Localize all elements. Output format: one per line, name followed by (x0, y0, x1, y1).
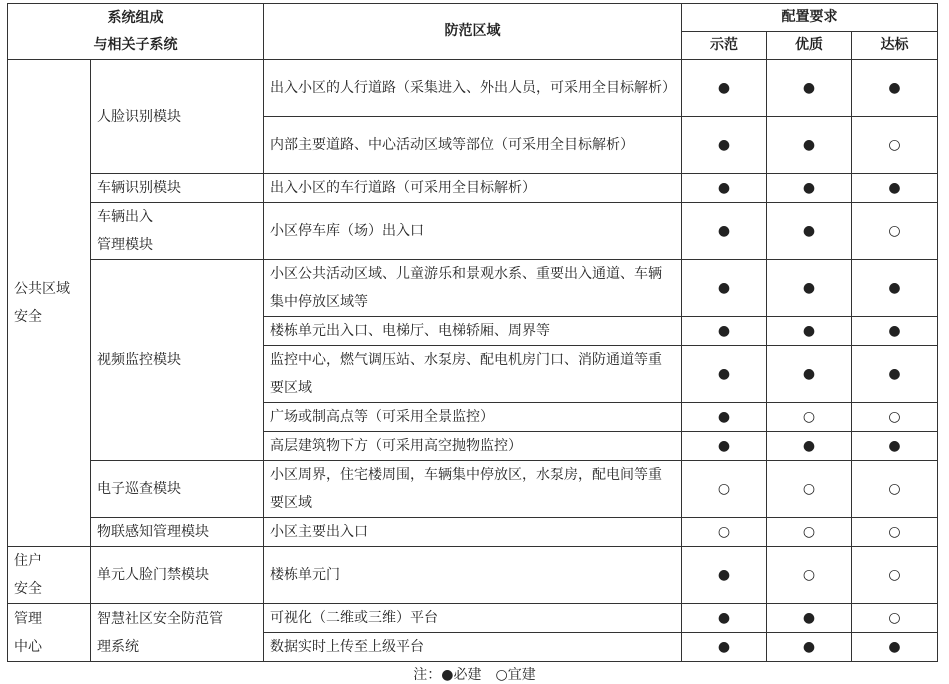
module-vehicle-mgmt (91, 203, 264, 260)
table-row (8, 461, 938, 518)
area-cell: 出入小区的人行道路（采集进入、外出人员，可采用全目标解析） (264, 60, 682, 117)
area-cell: 监控中心，燃气调压站、水泵房、配电机房门口、消防通道等重要区域 (264, 346, 682, 403)
standard-cell: ○ (852, 518, 938, 547)
section-mgmt-line1: 管理 (14, 610, 42, 627)
area-cell: 小区周界，住宅楼周围，车辆集中停放区，水泵房，配电间等重要区域 (264, 461, 682, 518)
section-resident-line1: 住户 (14, 553, 42, 569)
section-public (8, 60, 91, 547)
standard-cell: ● (852, 260, 938, 317)
quality-cell: ○ (767, 461, 852, 518)
table-row (8, 604, 938, 633)
area-cell: 内部主要道路、中心活动区域等部位（可采用全目标解析） (264, 117, 682, 174)
standard-cell: ● (852, 633, 938, 662)
demo-cell: ● (682, 604, 767, 633)
section-resident (8, 547, 91, 604)
demo-cell: ● (682, 403, 767, 432)
table-row (8, 518, 938, 547)
quality-cell: ● (767, 117, 852, 174)
section-public-line1: 公共区域 (14, 281, 70, 297)
demo-cell: ● (682, 174, 767, 203)
standard-cell: ● (852, 317, 938, 346)
header-demo: 示范 (682, 32, 767, 60)
module-door: 单元人脸门禁模块 (91, 547, 264, 604)
standard-cell: ● (852, 60, 938, 117)
section-mgmt-line2: 中心 (14, 638, 42, 655)
demo-cell: ● (682, 317, 767, 346)
header-row-1 (8, 4, 938, 32)
standard-cell: ○ (852, 203, 938, 260)
demo-cell: ● (682, 346, 767, 403)
demo-cell: ● (682, 203, 767, 260)
module-video: 视频监控模块 (91, 260, 264, 461)
quality-cell: ● (767, 203, 852, 260)
standard-cell: ● (852, 174, 938, 203)
demo-cell: ● (682, 432, 767, 461)
header-standard: 达标 (852, 32, 938, 60)
demo-cell: ○ (682, 461, 767, 518)
quality-cell: ● (767, 432, 852, 461)
area-cell: 数据实时上传至上级平台 (264, 633, 682, 662)
module-smart-line2: 理系统 (97, 638, 139, 655)
quality-cell: ● (767, 346, 852, 403)
header-system-line1: 系统组成 (107, 9, 164, 26)
standard-cell: ○ (852, 403, 938, 432)
area-cell: 楼栋单元门 (264, 547, 682, 604)
requirements-table (7, 3, 938, 662)
module-vehicle-id: 车辆识别模块 (91, 174, 264, 203)
demo-cell: ● (682, 260, 767, 317)
area-cell: 小区停车库（场）出入口 (264, 203, 682, 260)
standard-cell: ● (852, 346, 938, 403)
standard-cell: ● (852, 432, 938, 461)
header-system-line2: 与相关子系统 (93, 36, 178, 53)
module-smart-line1: 智慧社区安全防范管 (97, 610, 223, 627)
demo-cell: ○ (682, 518, 767, 547)
module-vehicle-mgmt-line2: 管理模块 (97, 237, 153, 253)
demo-cell: ● (682, 117, 767, 174)
quality-cell: ● (767, 317, 852, 346)
quality-cell: ● (767, 174, 852, 203)
standard-cell: ○ (852, 604, 938, 633)
quality-cell: ○ (767, 547, 852, 604)
table-row (8, 174, 938, 203)
area-cell: 高层建筑物下方（可采用高空抛物监控） (264, 432, 682, 461)
module-iot: 物联感知管理模块 (91, 518, 264, 547)
area-cell: 小区公共活动区域、儿童游乐和景观水系、重要出入通道、车辆集中停放区域等 (264, 260, 682, 317)
quality-cell: ● (767, 604, 852, 633)
quality-cell: ● (767, 633, 852, 662)
quality-cell: ● (767, 60, 852, 117)
table-row (8, 547, 938, 604)
table-row (8, 60, 938, 117)
quality-cell: ● (767, 260, 852, 317)
quality-cell: ○ (767, 518, 852, 547)
header-area: 防范区域 (264, 4, 682, 60)
header-system (8, 4, 264, 60)
quality-cell: ○ (767, 403, 852, 432)
legend-note: 注：●必建 ○宜建 (413, 667, 536, 683)
section-resident-line2: 安全 (14, 581, 42, 597)
standard-cell: ○ (852, 547, 938, 604)
demo-cell: ● (682, 633, 767, 662)
area-cell: 小区主要出入口 (264, 518, 682, 547)
standard-cell: ○ (852, 117, 938, 174)
module-patrol: 电子巡查模块 (91, 461, 264, 518)
demo-cell: ● (682, 60, 767, 117)
section-mgmt (8, 604, 91, 662)
module-smart (91, 604, 264, 662)
area-cell: 广场或制高点等（可采用全景监控） (264, 403, 682, 432)
table-row (8, 203, 938, 260)
module-vehicle-mgmt-line1: 车辆出入 (97, 209, 153, 225)
area-cell: 出入小区的车行道路（可采用全目标解析） (264, 174, 682, 203)
module-face: 人脸识别模块 (91, 60, 264, 174)
table-row (8, 260, 938, 317)
section-public-line2: 安全 (14, 309, 42, 325)
area-cell: 可视化（二维或三维）平台 (264, 604, 682, 633)
demo-cell: ● (682, 547, 767, 604)
header-quality: 优质 (767, 32, 852, 60)
header-config: 配置要求 (682, 4, 938, 32)
area-cell: 楼栋单元出入口、电梯厅、电梯轿厢、周界等 (264, 317, 682, 346)
standard-cell: ○ (852, 461, 938, 518)
